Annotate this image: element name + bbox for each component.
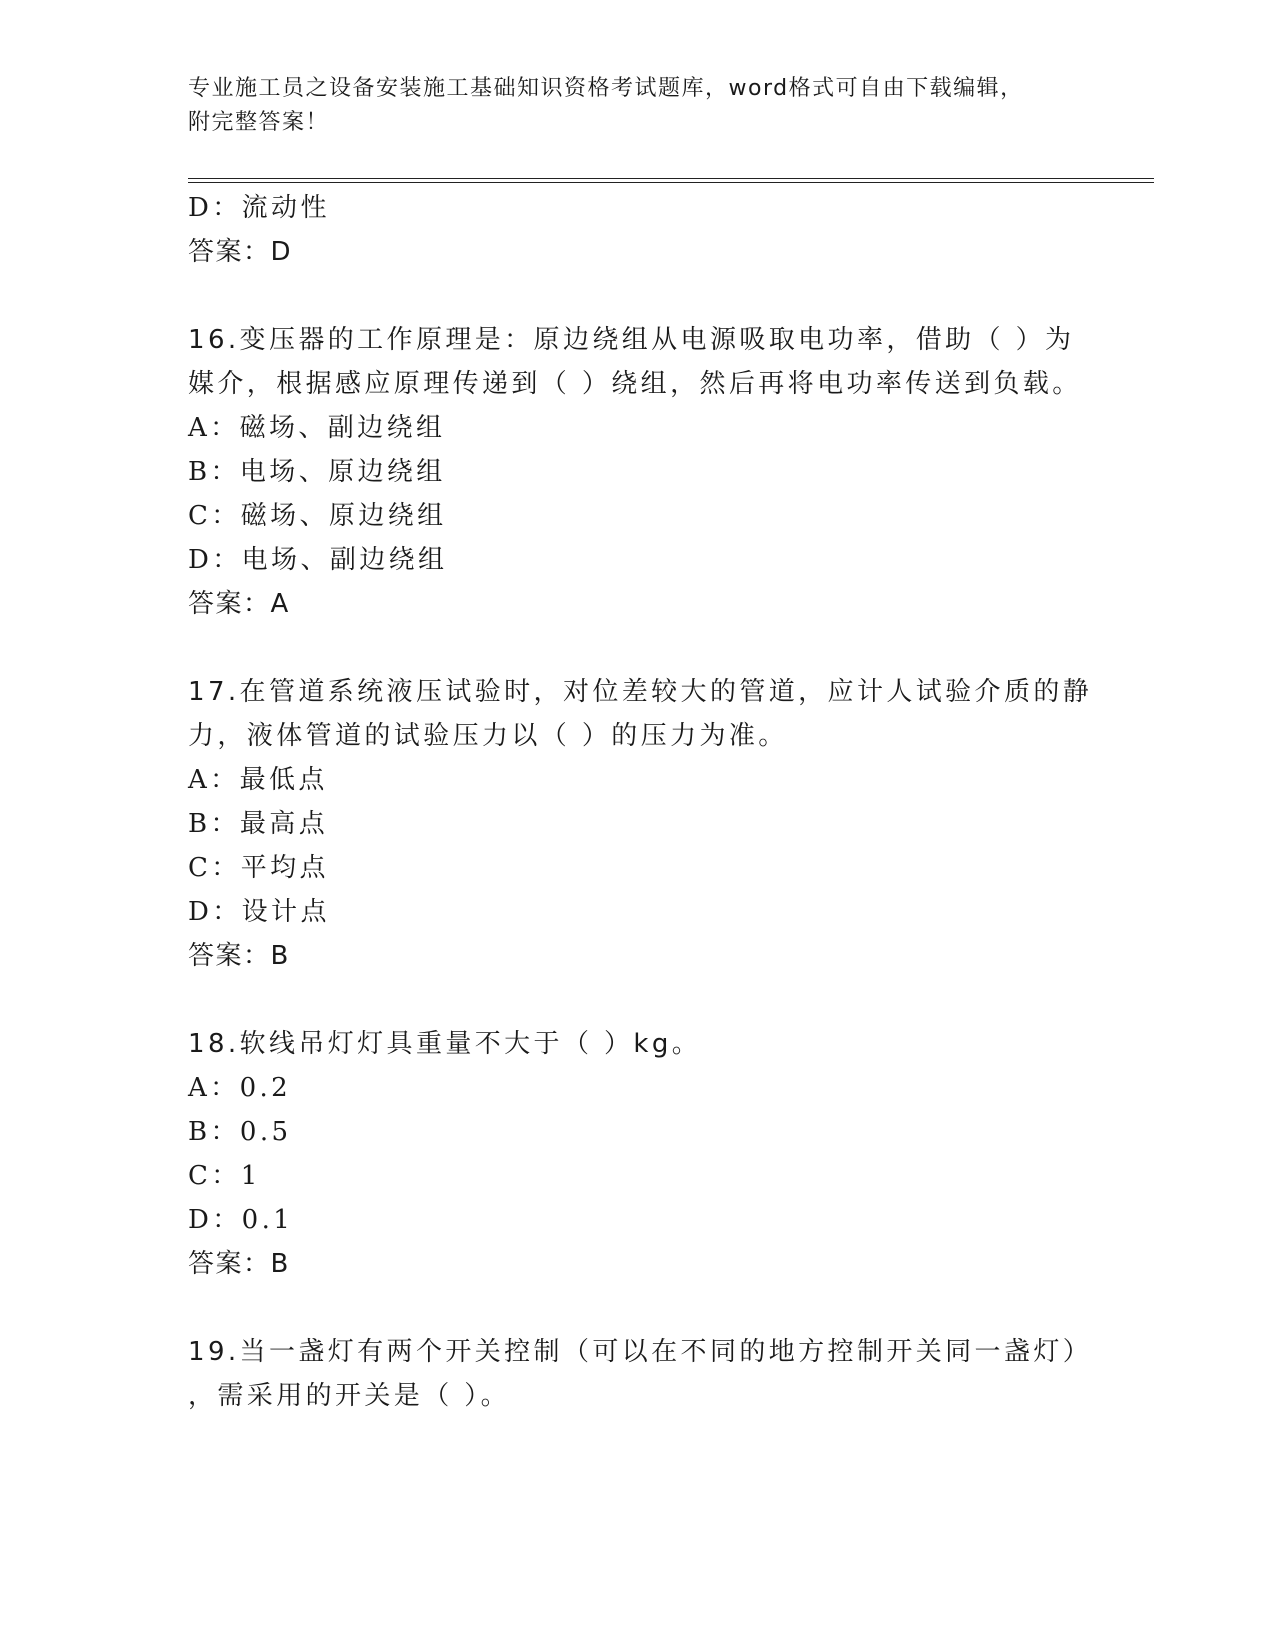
question-17-option-b: B：最高点: [188, 809, 329, 839]
question-18-text-line-1: 18.软线吊灯灯具重量不大于（ ）kg。: [188, 1029, 702, 1059]
document-header: [188, 72, 1088, 140]
answer: 答案：D: [188, 237, 293, 267]
question-17-text-line-1: 17.在管道系统液压试验时，对位差较大的管道，应计人试验介质的静: [188, 677, 1093, 707]
question-18-option-b: B：0.5: [188, 1117, 292, 1147]
question-19-text-line-2: ，需采用的开关是（ ）。: [188, 1381, 511, 1411]
header-line-2: 附完整答案！: [188, 110, 330, 135]
header-divider-top: [188, 178, 1154, 179]
question-17-text-line-2: 力，液体管道的试验压力以（ ）的压力为准。: [188, 721, 788, 751]
question-17-option-d: D：设计点: [188, 897, 330, 927]
question-16-option-a: A：磁场、副边绕组: [188, 413, 446, 443]
question-18-answer: 答案：B: [188, 1249, 290, 1279]
question-16-text-line-1: 16.变压器的工作原理是：原边绕组从电源吸取电功率，借助（ ）为: [188, 325, 1075, 355]
question-19-text-line-1: 19.当一盏灯有两个开关控制（可以在不同的地方控制开关同一盏灯）: [188, 1337, 1093, 1367]
question-18-option-d: D：0.1: [188, 1205, 294, 1235]
question-16-answer: 答案：A: [188, 589, 290, 619]
option-d: D：流动性: [188, 193, 330, 223]
header-divider-bottom: [188, 182, 1154, 183]
question-16-option-b: B：电场、原边绕组: [188, 457, 446, 487]
question-17-option-a: A：最低点: [188, 765, 328, 795]
question-17-answer: 答案：B: [188, 941, 290, 971]
question-16-option-c: C：磁场、原边绕组: [188, 501, 447, 531]
question-16-text-line-2: 媒介，根据感应原理传递到（ ）绕组，然后再将电功率传送到负载。: [188, 369, 1082, 399]
question-16-option-d: D：电场、副边绕组: [188, 545, 448, 575]
question-18-option-a: A：0.2: [188, 1073, 292, 1103]
question-18-option-c: C：1: [188, 1161, 261, 1191]
header-line-1: 专业施工员之设备安装施工基础知识资格考试题库，word格式可自由下载编辑，: [188, 76, 1024, 101]
question-17-option-c: C：平均点: [188, 853, 329, 883]
